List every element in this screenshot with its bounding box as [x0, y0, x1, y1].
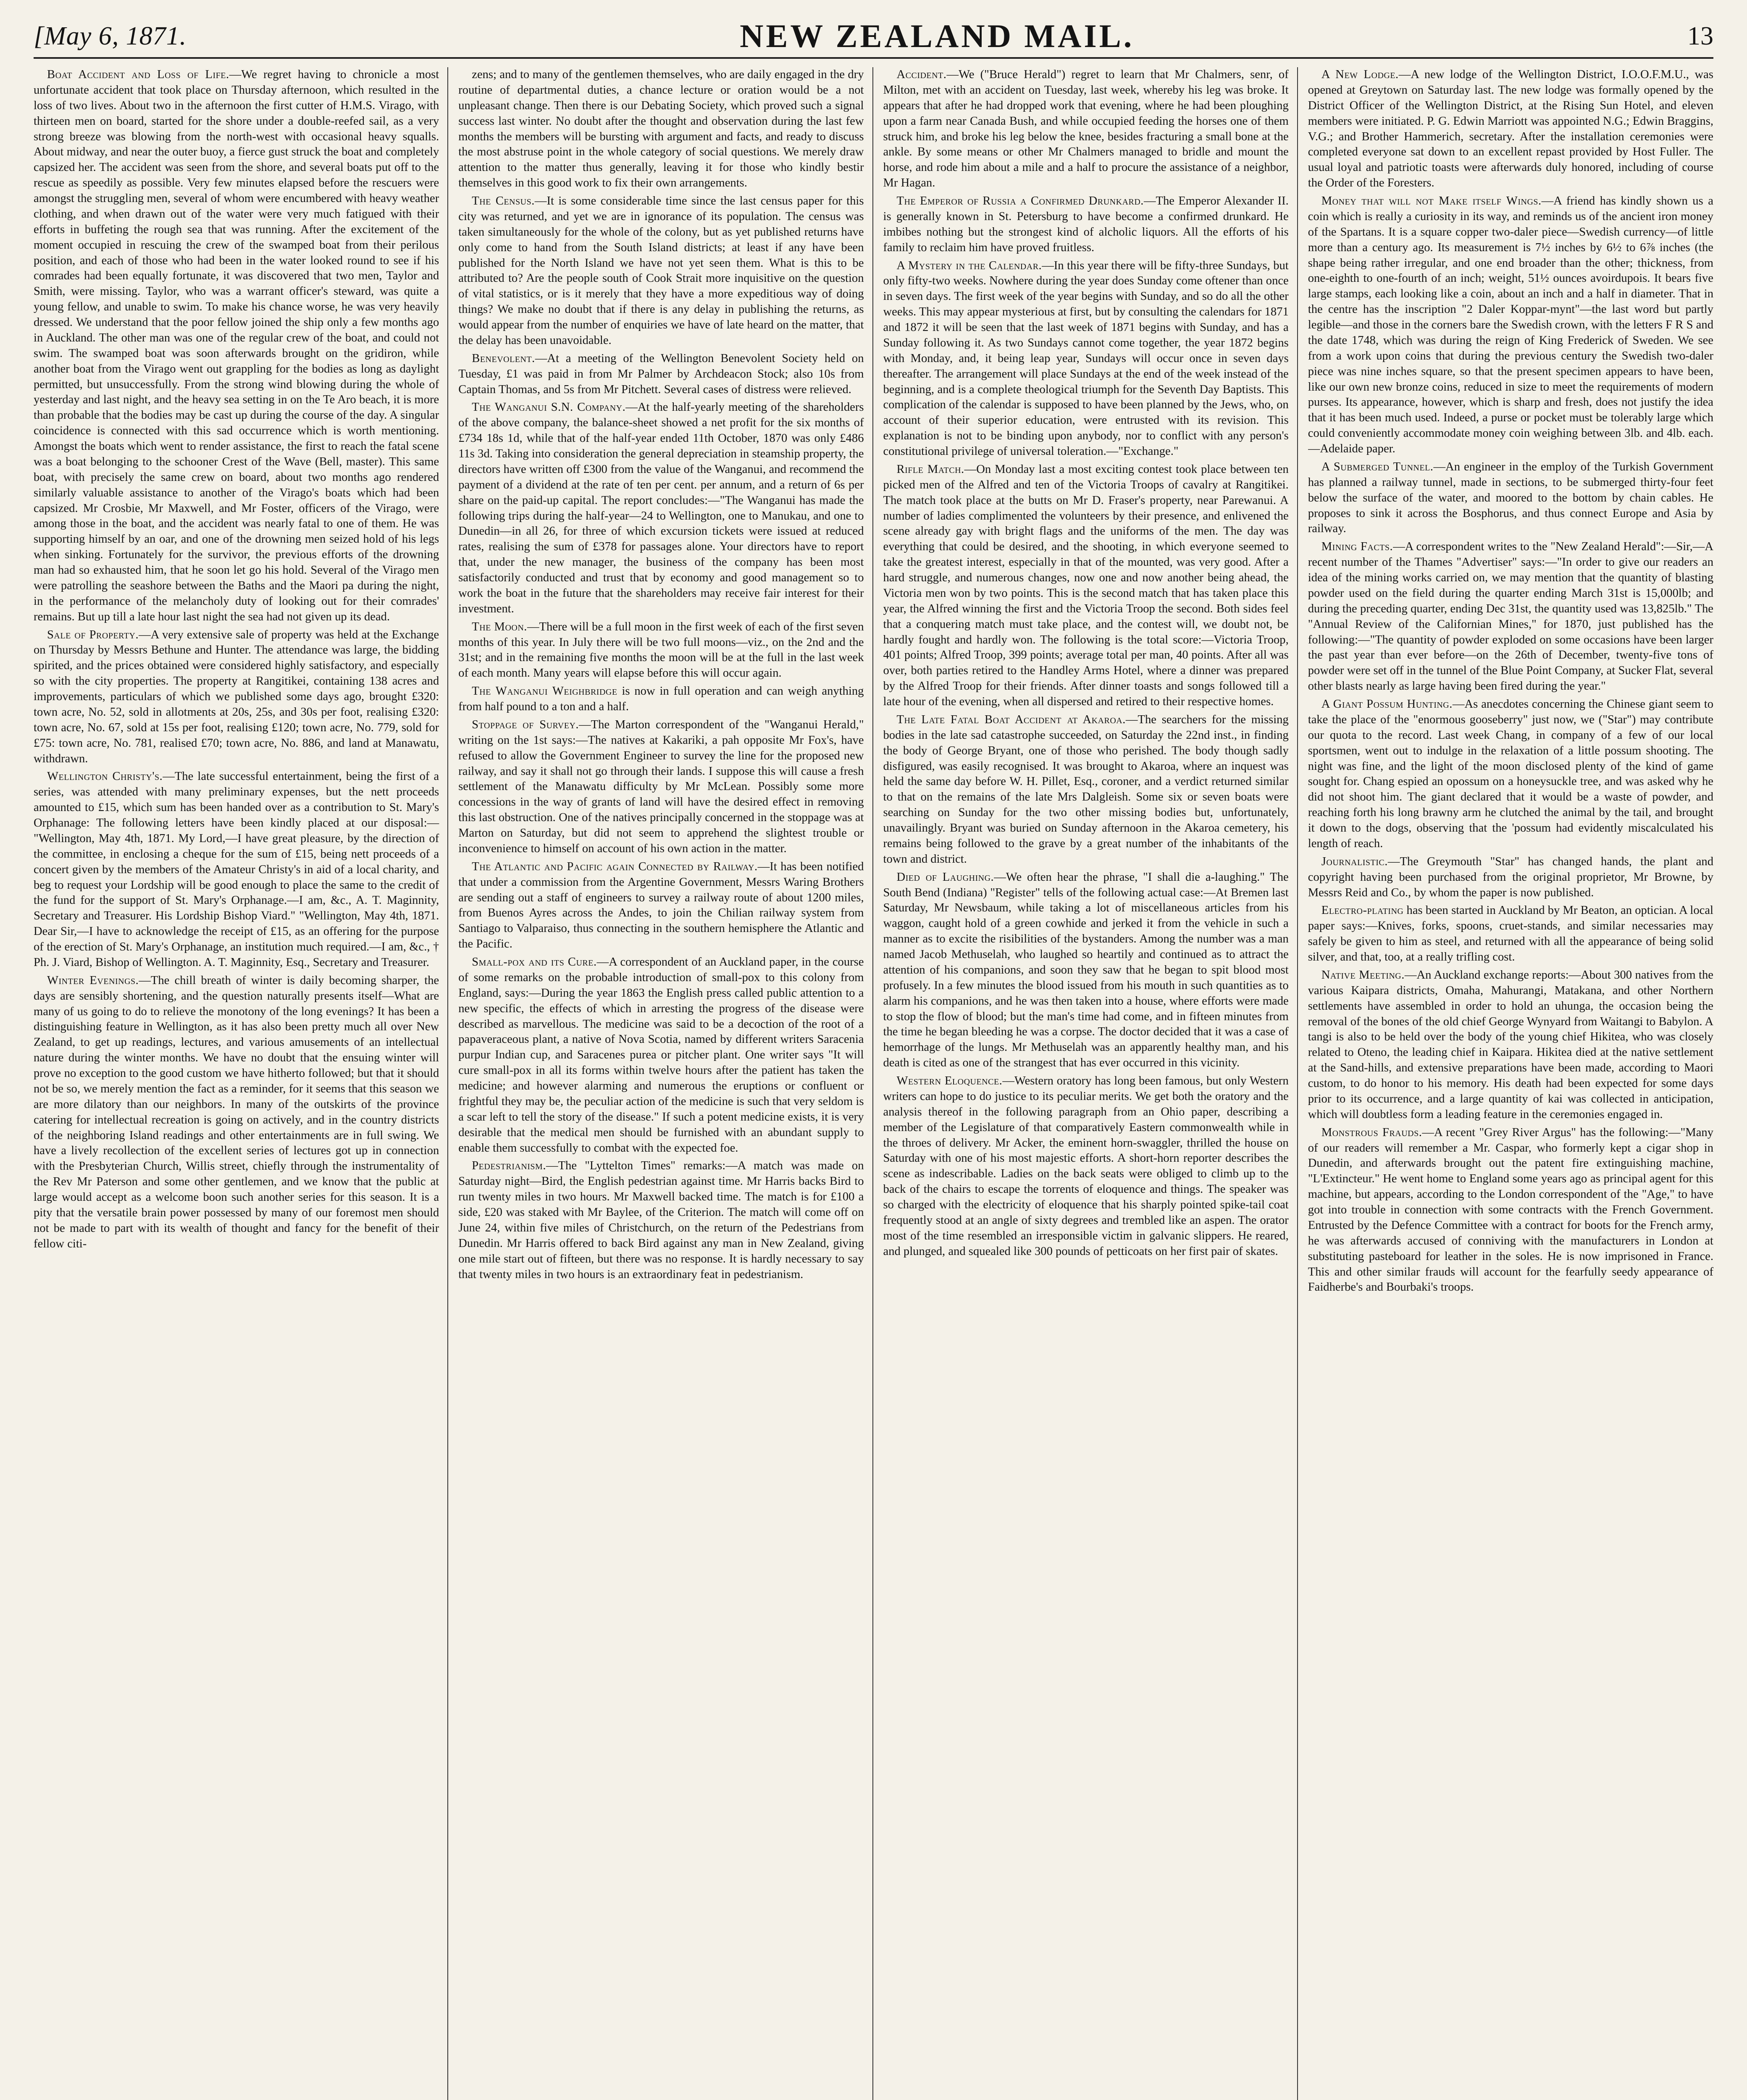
article-heading: Small-pox and its Cure.: [472, 956, 597, 969]
article-heading: The Atlantic and Pacific again Connected by Railway.: [472, 860, 758, 873]
news-article: [883, 67, 1289, 191]
article-heading: A Submerged Tunnel.: [1321, 460, 1434, 473]
article-heading: The Wanganui S.N. Company.: [472, 401, 626, 414]
news-article: [458, 194, 864, 349]
article-body: is now in full operation and can weigh anything from half pound to a ton and a half.: [458, 685, 864, 713]
news-article: [883, 194, 1289, 256]
article-heading: Winter Evenings.: [47, 974, 139, 987]
news-article: [1308, 854, 1713, 901]
news-article: [1308, 697, 1713, 852]
article-body: —Western oratory has long been famous, but only Western writers can hope to do justice to its peculiar merits. We get both the oratory and the analysis thereof in the following paragraph from an Ohio paper, describing a member of the Legislature of that comparatively Eastern commonwealth while in the throes of delivery. Mr Acker, the eminent horn-swaggler, thrilled the house on Saturday with one of his most majestic efforts. A short-horn reporter describes the scene as indescribable. Ladies on the back seats were obliged to climb up to the back of the chairs to escape the torrents of eloquence and things. The speaker was so charged with the electricity of eloquence that his sharply pointed spike-tail coat frequently stood at an angle of sixty degrees and trembled like an aspen. The orator most of the time resembled an irresponsible victim in galvanic slippers. He reared, and plunged, and squealed like 300 pounds of petticoats on her first pair of skates.: [883, 1074, 1289, 1258]
article-columns: [34, 67, 1713, 2100]
article-body: —The Greymouth "Star" has changed hands, the plant and copyright having been purchased from the original proprietor, Mr Browne, by Messrs Reid and Co., by whom the paper is now published.: [1308, 855, 1713, 899]
news-article: [1308, 67, 1713, 191]
news-article: [458, 351, 864, 398]
news-article: [1308, 539, 1713, 694]
article-heading: Mining Facts.: [1321, 540, 1393, 554]
article-heading: Native Meeting.: [1321, 968, 1405, 982]
article-body: —A very extensive sale of property was held at the Exchange on Thursday by Messrs Bethune and Hunter. The attendance was large, the bidding spirited, and the prices obtained were considered highly satisfactory, and especially so with the city properties. The property at Rangitikei, containing 138 acres and improvements, particulars of which we published some days ago, brought £320: town acre, No. 52, sold in allotments at 20s, 25s, and 30s per foot, realising £320: town acre, No. 67, sold at 15s per foot, realising £120; town acre, No. 779, sold for £75: town acre, No. 781, realised £70; town acre, No. 886, and land at Manawatu, withdrawn.: [34, 628, 439, 765]
column-2: [458, 67, 873, 2100]
article-body: —A recent "Grey River Argus" has the following:—"Many of our readers will remember a Mr. Caspar, who formerly kept a cigar shop in Dunedin, and afterwards brought out the patent fire extinguishing machine, "L'Extincteur." He went home to England some years ago as principal agent for this machine, but appears, according to the London correspondent of the "Age," to have got into trouble in connection with some contracts with the French Government. Entrusted by the Defence Committee with a contract for boots for the French army, he was afterwards accused of conniving with the manufacturers in London at substituting pasteboard for leather in the soles. He is now imprisoned in France. This and other similar frauds will account for the fearfully seedy appearance of Faidherbe's and Bourbaki's troops.: [1308, 1126, 1713, 1294]
news-article: [1308, 1125, 1713, 1296]
article-heading: A Mystery in the Calendar.: [896, 259, 1042, 272]
article-body: —It has been notified that under a commission from the Argentine Government, Messrs Waring Brothers are sending out a staff of engineers to survey a railway route of about 1200 miles, from Buenos Ayres across the Andes, to join the Chilian railway system from Santiago to Valparaiso, thus connecting in the southern hemisphere the Atlantic and the Pacific.: [458, 860, 864, 951]
article-body: —An engineer in the employ of the Turkish Government has planned a railway tunnel, made in sections, to be submerged thirty-four feet below the surface of the water, and moored to the bottom by chain cables. He proposes to sink it across the Bosphorus, and thus connect Europe and Asia by railway.: [1308, 460, 1713, 536]
news-article: [883, 462, 1289, 710]
article-body: —The chill breath of winter is daily becoming sharper, the days are sensibly shortening, and the question naturally presents itself—What are many of us going to do to relieve the monotony of the long evenings? It has been a distinguishing feature in Wellington, as it has also been pretty much all over New Zealand, to get up readings, lectures, and various amusements of an intellectual nature during the winter months. We have no doubt that the ensuing winter will prove no exception to the good custom we have hitherto followed; but that it should not be so, we merely mention the fact as a reminder, for it seems that this season we are more dilatory than our neighbors. In many of the outskirts of the province catering for intellectual recreation is going on actively, and in the country districts of the neighboring Island readings and other entertainments are in full swing. We have a lively recollection of the excellent series of lectures got up in connection with the Presbyterian Church, Willis street, chiefly through the instrumentality of the Rev Mr Paterson and some other gentlemen, and we know that the public at large would accept as a welcome boon such another series for this season. It is a pity that the versatile brain power possessed by many of our foremost men should not be made to part with its wealth of thought and fancy for the benefit of their fellow citi-: [34, 974, 439, 1250]
article-body: —A correspondent writes to the "New Zealand Herald":—Sir,—A recent number of the Thames "Advertiser" says:—"In order to give our readers an idea of the mining works carried on, we may mention that the quantity of blasting powder used on the field during the quarter ending March 31st is 15,000lb; and during the preceding quarter, ending Dec 31st, the quantity used was 13,825lb." The "Annual Review of the Californian Mines," for 1870, just published has the following:—"The quantity of powder exploded on some occasions have been larger the past year than ever before—on the 26th of December, twenty-five tons of powder were set off in the tunnel of the Blue Point Company, at Sucker Flat, several other blasts nearly as large having been fired during the year.": [1308, 540, 1713, 693]
article-body: —At the half-yearly meeting of the shareholders of the above company, the balance-sheet showed a net profit for the six months of £734 18s 1d, while that of the half-year ended 11th October, 1870 was only £486 11s 3d. Taking into consideration the general depreciation in steamship property, the directors have written off £300 from the value of the Wanganui, and recommend the payment of a dividend at the rate of ten per cent. per annum, and a return of 6s per share on the paid-up capital. The report concludes:—"The Wanganui has made the following trips during the half-year—24 to Wellington, one to Manukau, and one to Dunedin—in all 26, for three of which excursion tickets were issued at reduced rates, realising the sum of £378 for passages alone. Your directors have to report that, under the new manager, the business of the company has been most satisfactorily conducted and trust that by economy and good management so to work the boat in the future that the shareholders may receive fair interest for their investment.: [458, 401, 864, 615]
news-article: [883, 870, 1289, 1071]
article-heading: Journalistic.: [1321, 855, 1388, 868]
article-body: —It is some considerable time since the last census paper for this city was returned, and yet we are in ignorance of its population. The census was taken simultaneously for the whole of the colony, but as yet published returns have only come to hand from the South Island districts; at least if any have been published for the North Island we have not yet seen them. What is this to be attributed to? Are the people south of Cook Strait more inquisitive on the question of vital statistics, or is it merely that they have a more expeditious way of doing things? We make no doubt that if there is any delay in publishing the returns, as would appear from the number of enquiries we have of late heard on the matter, that the delay has been unavoidable.: [458, 194, 864, 347]
article-heading: Money that will not Make itself Wings.: [1321, 194, 1542, 207]
article-body: —At a meeting of the Wellington Benevolent Society held on Tuesday, £1 was paid in from Mr Palmer by Archdeacon Stock; also 10s from Captain Thomas, and 5s from Mr Pitchett. Several cases of distress were relieved.: [458, 352, 864, 396]
article-heading: Stoppage of Survey.: [472, 718, 579, 731]
news-article: [34, 67, 439, 625]
article-body: —A correspondent of an Auckland paper, in the course of some remarks on the probable introduction of small-pox to this colony from England, says:—During the year 1863 the English press called public attention to a new specific, the effects of which in arresting the progress of the disease were described as marvellous. The medicine was said to be a decoction of the root of a papaveraceous plant, a native of Nova Scotia, named by different writers Saracenia purpur Indian cup, and Saracenes purea or pitcher plant. One writer says "It will cure small-pox in all its forms within twelve hours after the patient has taken the medicine; and however alarming and numerous the eruptions or confluent or frightful they may be, the peculiar action of the medicine is such that very seldom is a scar left to tell the story of the disease." If such a potent medicine exists, it is very desirable that the medical men should be furnished with an abundant supply to enable them successfully to combat with the expected foe.: [458, 956, 864, 1155]
article-body: —There will be a full moon in the first week of each of the first seven months of this year. In July there will be two full moons—viz., on the 2nd and the 31st; and in the remaining five months the moon will be at the full in the last week of each month. Many years will elapse before this will occur again.: [458, 620, 864, 680]
news-article: [458, 620, 864, 682]
news-article: [458, 859, 864, 952]
news-article: [1308, 194, 1713, 457]
article-body: zens; and to many of the gentlemen themselves, who are daily engaged in the dry routine of departmental duties, a chance lecture or oration would be a not unpleasant change. Then there is our Debating Society, which proved such a signal success last winter. No doubt after the thought and observation during the last few months the members will be bursting with argument and facts, and ready to discuss the most abstruse point in the whole category of social questions. We merely draw attention to the matter thus generally, leaving it for those who kindly bestir themselves in this good work to fix their own arrangements.: [458, 68, 864, 190]
article-heading: Western Eloquence.: [896, 1074, 1003, 1087]
article-body: —We ("Bruce Herald") regret to learn that Mr Chalmers, senr, of Milton, met with an accident on Tuesday, last week, whereby his leg was broke. It appears that after he had dropped work that evening, where he had been ploughing upon a farm near Canada Bush, and while occupied feeding the horses one of them struck him, and broke his leg below the knee, besides fracturing a small bone at the ankle. By some means or other Mr Chalmers managed to bridle and mount the horse, and rode him about a mile and a half to procure the assistance of a neighbor, Mr Hagan.: [883, 68, 1289, 190]
article-heading: Benevolent.: [472, 352, 535, 365]
column-1: [34, 67, 448, 2100]
article-heading: Died of Laughing.: [896, 870, 994, 884]
news-article: [34, 627, 439, 767]
article-heading: Sale of Property.: [47, 628, 139, 641]
column-4: [1308, 67, 1713, 2100]
article-body: —The searchers for the missing bodies in the late sad catastrophe succeeded, on Saturday the 22nd inst., in finding the body of George Bryant, one of those who perished. The body though sadly disfigured, was easily recognised. It was brought to Akaroa, where an inquest was held the same day before W. H. Pillet, Esq., coroner, and a verdict returned similar to that on the remains of the late Mrs Dalgleish. Some six or seven boats were searching on Sunday for the two other missing bodies but, unfortunately, unavailingly. Bryant was buried on Sunday afternoon in the Akaroa cemetery, his remains being followed to the grave by a great number of the inhabitants of the town and district.: [883, 713, 1289, 866]
article-body: —On Monday last a most exciting contest took place between ten picked men of the Alfred and ten of the Victoria Troops of cavalry at Rangitikei. The match took place at the butts on Mr D. Fraser's property, near Parewanui. A number of ladies complimented the volunteers by their presence, and enlivened the scene already gay with bright flags and the uniforms of the men. The day was everything that could be desired, and the shooting, in which everyone seemed to take the greatest interest, especially in that of the mounted, was very good. After a hard struggle, and numerous changes, now one and now another being ahead, the Victoria men won by two points. This is the second match that has taken place this year, the Alfred winning the first and the Victoria Troop the second. Both sides feel that a conquering match must take place, and the contest will, we doubt not, be hardly fought and hardly won. The following is the total score:—Victoria Troop, 401 points; Alfred Troop, 399 points; average total per man, 40 points. After all was over, both parties retired to the Handley Arms Hotel, where a dinner was prepared by the Alfred Troop for their friends. After dinner toasts and songs followed till a late hour of the evening, when all dispersed and retired to their respective homes.: [883, 462, 1289, 708]
news-article: [1308, 459, 1713, 537]
article-heading: Accident.: [896, 68, 947, 81]
news-article: [34, 973, 439, 1252]
news-article: [458, 67, 864, 191]
article-heading: Boat Accident and Loss of Life.: [47, 68, 229, 81]
article-body: —The "Lyttelton Times" remarks:—A match was made on Saturday night—Bird, the English pedestrian against time. Mr Harris backs Bird to run twenty miles in two hours. Mr Maxwell backed time. The match is for £100 a side, £20 was staked with Mr Baylee, of the Criterion. The match will come off on June 24, within five miles of Christchurch, on the return of the Pedestrians from Dunedin. Mr Harris offered to back Bird against any man in New Zealand, giving one mile start out of fifteen, but there was no response. It is hardly necessary to say that twenty miles in two hours is an extraordinary feat in pedestrianism.: [458, 1159, 864, 1281]
article-heading: The Emperor of Russia a Confirmed Drunkard.: [896, 194, 1144, 207]
article-body: —The Marton correspondent of the "Wanganui Herald," writing on the 1st says:—The natives at Kakariki, a pah opposite Mr Fox's, have refused to allow the Government Engineer to survey the line for the proposed new railway, and say it shall not go through their lands. I suppose this will cause a fresh settlement of the Manawatu difficulty by Mr McLean. Possibly some more concessions in the way of grants of land will have the desired effect in removing this last obstruction. One of the natives principally concerned in the stoppage was at Marton on Saturday, but did not seem to apprehend the slightest trouble or inconvenience to himself on account of his own action in the matter.: [458, 718, 864, 855]
article-heading: Rifle Match.: [896, 462, 964, 476]
article-body: —A new lodge of the Wellington District, I.O.O.F.M.U., was opened at Greytown on Saturday last. The new lodge was formally opened by the District Officer of the Wellington District, at the Rising Sun Hotel, and eleven members were initiated. P. G. Edwin Marriott was appointed N.G.; Edwin Braggins, V.G.; and Brother Hammerich, secretary. After the installation ceremonies were completed everyone sat down to an excellent repast provided by Host Fuller. The usual loyal and patriotic toasts were afterwards duly honored, including of course the Order of the Foresters.: [1308, 68, 1713, 190]
page-header: [34, 15, 1713, 59]
article-heading: The Census.: [472, 194, 535, 207]
newspaper-title: NEW ZEALAND MAIL.: [740, 18, 1135, 54]
article-heading: The Late Fatal Boat Accident at Akaroa.: [896, 713, 1126, 726]
news-article: [883, 712, 1289, 867]
news-article: [34, 769, 439, 970]
news-article: [458, 684, 864, 715]
article-body: —In this year there will be fifty-three Sundays, but only fifty-two weeks. Nowhere during the year does Sunday come oftener than once in seven days. The first week of the year begins with Sunday, and so do all the other weeks. This may appear mysterious at first, but by consulting the calendars for 1871 and 1872 it will be seen that the last week of 1871 begins with Sunday, and has a Sunday following it. As two Sundays cannot come together, the year 1872 begins with Monday, and, it being leap year, Sundays will occur once in seven days thereafter. The arrangement will place Sundays at the end of the week instead of the beginning, and is a complete theological triumph for the Seventh Day Baptists. This complication of the calendar is supposed to have been planned by the Jews, who, on account of their superior education, were entrusted with its revision. This explanation is not to be binding upon anybody, nor to conflict with any person's constitutional privilege of universal toleration.—"Exchange.": [883, 259, 1289, 458]
article-body: —An Auckland exchange reports:—About 300 natives from the various Kaipara districts, Omaha, Mahurangi, Matakana, and other Northern settlements have assembled in order to hold an uhunga, the occasion being the removal of the bones of the old chief George Wynyard from Waitangi to Babylon. A tangi is also to be held over the body of the young chief Hikitea, who was closely related to Oteno, the leading chief in Kaipara. Hikitea died at the native settlement at the Sand-hills, and extensive preparations have been made, according to Maori custom, to do honor to his memory. His death had been expected for some days prior to its occurrence, and a large quantity of kai was collected in anticipation, which will doubtless form a leading feature in the ceremonies engaged in.: [1308, 968, 1713, 1121]
article-body: —The late successful entertainment, being the first of a series, was attended with many preliminary expenses, but the nett proceeds amounted to £15, which sum has been handed over as a contribution to St. Mary's Orphanage: The following letters have been kindly placed at our disposal:— "Wellington, May 4th, 1871. My Lord,—I have great pleasure, by the direction of the committee, in enclosing a cheque for the sum of £15, being nett proceeds of a concert given by the members of the Amateur Christy's in aid of a local charity, and beg to request your Lordship will be good enough to place the same to the credit of the fund for the support of St. Mary's Orphanage.—I am, &c., A. T. Maginnity, Secretary and Treasurer. His Lordship Bishop Viard." "Wellington, May 4th, 1871. Dear Sir,—I have to acknowledge the receipt of £15, as an offering for the purpose of the erection of St. Mary's Orphanage, an institution much required.—I am, &c., † Ph. J. Viard, Bishop of Wellington. A. T. Maginnity, Esq., Secretary and Treasurer.: [34, 770, 439, 969]
article-heading: A Giant Possum Hunting.: [1321, 698, 1453, 711]
article-heading: Pedestrianism.: [472, 1159, 546, 1173]
article-body: has been started in Auckland by Mr Beaton, an optician. A local paper says:—Knives, forks, spoons, cruet-stands, and similar necessaries may safely be given to him as steel, and returned with all the appearance of being solid silver, and that, too, at a really trifling cost.: [1308, 904, 1713, 963]
article-body: —A friend has kindly shown us a coin which is really a curiosity in its way, and reminds us of the ancient iron money of the Spartans. It is a square copper two-daler piece—Swedish currency—of little more than a century ago. Its measurement is 7½ inches by 6½ to 6⅞ inches (the shape being rather irregular, and one end broader than the other; thickness, from one-eighth to one-fourth of an inch; weight, 51½ ounces avoirdupois. It bears five large stamps, each looking like a coin, about an inch and a half in diameter. That in the centre has the inscription "2 Daler Koppar-mynt"—the last word but partly legible—and those in the corners bare the Swedish crown, with the letters F R S and the date 1748, which was during the reign of King Frederick of Sweden. We see from a work upon coins that during the previous century the Swedish two-daler piece was nine inches square, so that the present specimen appears to have been, like our own new bronze coins, reduced in size to meet the requirements of modern purses. Its appearance, however, which is sharp and fresh, does not justify the idea that it has been much used. Indeed, a purse or pocket must be tolerably large which could conveniently accommodate money coin weighing between 3lb. and 4lb. each.—Adelaide paper.: [1308, 194, 1713, 455]
article-heading: The Moon.: [472, 620, 527, 633]
news-article: [1308, 968, 1713, 1123]
article-heading: A New Lodge.: [1321, 68, 1399, 81]
news-article: [458, 1158, 864, 1282]
column-3: [883, 67, 1298, 2100]
news-article: [458, 717, 864, 857]
news-article: [1308, 903, 1713, 965]
news-article: [458, 400, 864, 617]
article-heading: Electro-plating: [1321, 904, 1404, 917]
news-article: [883, 1074, 1289, 1260]
issue-date: [May 6, 1871.: [34, 21, 187, 50]
article-heading: Wellington Christy's.: [47, 770, 163, 783]
article-body: —We regret having to chronicle a most unfortunate accident that took place on Thursday afternoon, which resulted in the loss of two lives. About two in the afternoon the first cutter of H.M.S. Virago, with thirteen men on board, started for the shore under a double-reefed sail, as a very strong breeze was blowing from the north-west with occasional heavy squalls. About midway, and near the outer buoy, a fierce gust struck the boat and completely capsized her. The accident was seen from the shore, and several boats put off to the rescue as speedily as possible. Very few minutes elapsed before the rescuers were amongst the struggling men, several of whom were encumbered with heavy weather clothing, and when drawn out of the water were very much fatigued with their efforts in buffeting the rough sea that was running. After the excitement of the moment occupied in rescuing the crew of the swamped boat from their perilous position, and each of those who had been in the water looked round to see if his comrades had been equally fortunate, it was discovered that two men, Taylor and Smith, were missing. Taylor, who was a warrant officer's steward, was quite a young fellow, and unable to swim. To make his chance worse, he was very heavily dressed. We understand that the poor fellow joined the ship only a few months ago in Auckland. The other man was one of the regular crew of the boat, and could not swim. The swamped boat was soon afterwards brought on the gridiron, while another boat from the Virago went out grappling for the bodies as long as daylight permitted, but unsuccessfully. From the strong wind blowing during the whole of yesterday and last night, and the heavy sea setting in on the Te Aro beach, it is more than probable that the bodies may be cast up during the course of the day. A singular coincidence is connected with this sad occurrence which is worth mentioning. Amongst the boats which went to render assistance, the first to reach the fatal scene was a boat belonging to the schooner Crest of the Wave (Bell, master). This same boat, with precisely the same crew on board, about two months ago rendered similarly valuable assistance to another of the Virago's boats which had been capsized. Mr Crosbie, Mr Maxwell, and Mr Foster, officers of the Virago, were among those in the boat, and the accident was nearly fatal to one of them. He was supporting himself by an oar, and one of the drowning men seized hold of his legs when sinking. Fortunately for the survivor, the previous efforts of the drowning man had so exhausted him, that he soon let go his hold. Several of the Virago men were patrolling the seashore between the Baths and the Maori pa during the night, in the performance of the melancholy duty of looking out for their comrades' remains. But up till a late hour last night the sea had not given up its dead.: [34, 68, 439, 623]
article-body: —As anecdotes concerning the Chinese giant seem to take the place of the "enormous gooseberry" just now, we ("Star") may contribute our quota to the record. Last week Chang, in company of a few of our local sportsmen, went out to indulge in the relaxation of a little possum shooting. The night was fine, and the light of the moon disclosed plenty of the kind of game sought for. Chang espied an opossum on a honeysuckle tree, and was asked why he did not shoot him. The giant declared that it would be a waste of powder, and reaching forth his long brawny arm he clutched the animal by the tail, and brought it down to the dogs, observing that the 'possum had evidently miscalculated his length of reach.: [1308, 698, 1713, 850]
article-heading: The Wanganui Weighbridge: [472, 685, 617, 698]
news-article: [883, 258, 1289, 459]
article-heading: Monstrous Frauds.: [1321, 1126, 1422, 1139]
article-body: —We often hear the phrase, "I shall die a-laughing." The South Bend (Indiana) "Register" tells of the following actual case:—At Bremen last Saturday, Mr Newsbaum, while taking a lot of miscellaneous articles from his waggon, caught hold of a green cowhide and jerked it from the vehicle in such a manner as to excite the risibilities of the bystanders. Among the number was a man named Jacob Methuselah, who laughed so heartily and continued as to attract the attention of his companions, and soon they saw that he began to spit blood most profusely. In a few minutes the blood issued from his mouth in such quantities as to alarm his companions, and he was then taken into a house, where efforts were made to stop the flow of blood; but the man's time had come, and in fifteen minutes from the time he began bleeding he was a corpse. The doctor decided that it was a case of hemorrhage of the lungs. Mr Methuselah was an apparently healthy man, and his death is cited as one of the strangest that has ever occurred in this vicinity.: [883, 870, 1289, 1070]
news-article: [458, 955, 864, 1156]
article-body: —The Emperor Alexander II. is generally known in St. Petersburg to have become a confirmed drunkard. He imbibes nothing but the strongest kind of alcholic liquors. All the efforts of his family to reclaim him have proved fruitless.: [883, 194, 1289, 254]
page-number: 13: [1687, 21, 1713, 50]
